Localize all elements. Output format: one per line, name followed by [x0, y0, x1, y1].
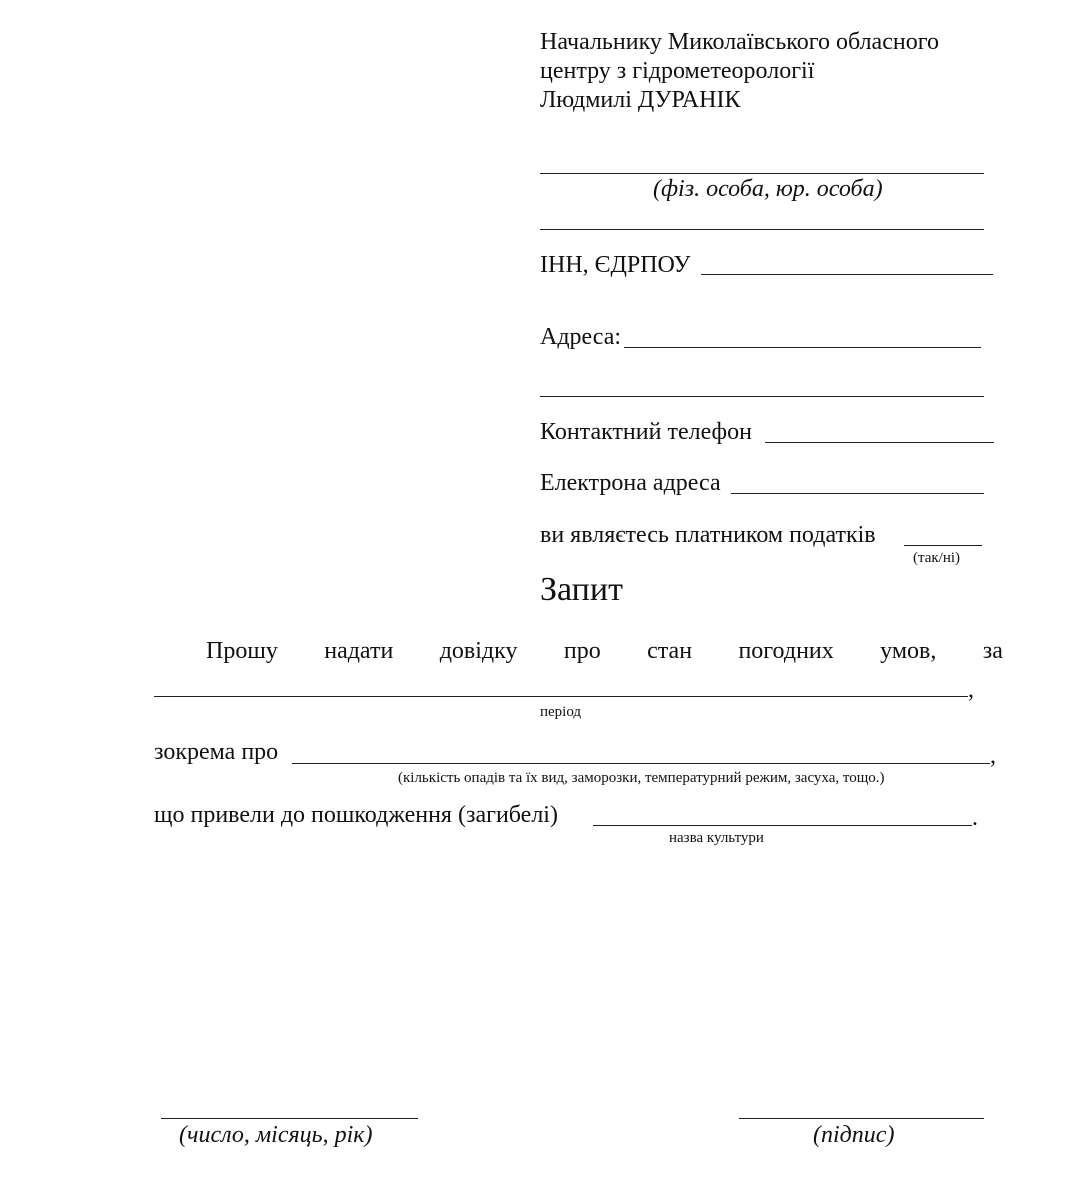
word-7: умов, [880, 638, 937, 664]
word-4: про [563, 638, 601, 664]
crop-name-hint: назва культури [669, 830, 764, 846]
addressee-line-3: Людмилі ДУРАНІК [540, 87, 741, 113]
person-type-hint: (фіз. особа, юр. особа) [653, 176, 883, 202]
applicant-name-field[interactable] [540, 173, 984, 174]
address-field[interactable] [624, 347, 981, 348]
word-3: довідку [439, 638, 518, 664]
word-8: за [982, 638, 1003, 664]
applicant-name-field-2[interactable] [540, 229, 984, 230]
taxpayer-label: ви являєтесь платником податків [540, 522, 876, 548]
signature-field[interactable] [739, 1118, 984, 1119]
taxpayer-hint: (так/ні) [913, 550, 961, 566]
damage-label: що привели до пошкодження (загибелі) [154, 802, 558, 828]
address-label: Адреса: [540, 324, 622, 350]
addressee-line-1: Начальнику Миколаївського обласного [540, 29, 939, 55]
phone-label: Контактний телефон [540, 419, 752, 445]
date-hint: (число, місяць, рік) [179, 1122, 373, 1148]
date-field[interactable] [161, 1118, 418, 1119]
damage-period: . [972, 805, 978, 831]
weather-details-hint: (кількість опадів та їх вид, заморозки, температурний режим, засуха, тощо.) [398, 770, 885, 786]
weather-details-field[interactable] [292, 763, 990, 764]
tax-id-label: ІНН, ЄДРПОУ [540, 252, 691, 278]
word-5: стан [647, 638, 693, 664]
tax-id-field[interactable] [701, 274, 993, 275]
specifically-comma: , [990, 743, 996, 769]
period-comma: , [968, 677, 974, 703]
phone-field[interactable] [765, 442, 994, 443]
taxpayer-field[interactable] [904, 545, 982, 546]
word-1: Прошу [206, 638, 278, 664]
email-field[interactable] [731, 493, 984, 494]
crop-name-field[interactable] [593, 825, 972, 826]
word-2: надати [324, 638, 394, 664]
word-6: погодних [738, 638, 834, 664]
document-title: Запит [540, 571, 623, 608]
address-field-2[interactable] [540, 396, 984, 397]
email-label: Електрона адреса [540, 470, 721, 496]
addressee-line-2: центру з гідрометеорології [540, 58, 815, 84]
signature-hint: (підпис) [813, 1122, 895, 1148]
specifically-label: зокрема про [154, 739, 279, 765]
period-field[interactable] [154, 696, 968, 697]
request-line-1 [206, 637, 1003, 665]
period-hint: період [540, 704, 582, 720]
